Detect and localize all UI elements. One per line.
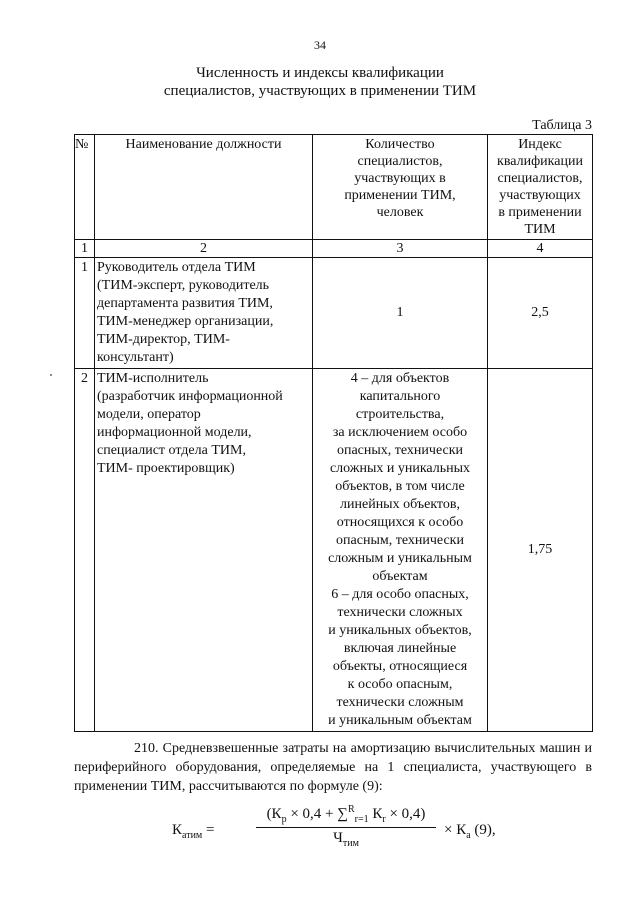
staff-table — [74, 134, 593, 732]
column-number: 3 — [313, 240, 488, 258]
formula-denominator: $Ч_{тим}$ — [333, 830, 359, 849]
header-index-line: специалистов, — [497, 171, 583, 186]
formula-lhs: $К_{атим}$ = — [172, 822, 215, 841]
formula-rhs: × $К_а$ (9), — [444, 822, 496, 841]
staff-count-line: относящихся к особо — [336, 515, 464, 530]
position-name — [95, 258, 313, 369]
position-name-line: ТИМ-исполнитель — [97, 371, 209, 386]
staff-count-line: и уникальных объектов, — [328, 623, 472, 638]
column-number: 1 — [75, 240, 95, 258]
table-header-row — [75, 135, 593, 240]
staff-count-line: к особо опасным, — [347, 677, 453, 692]
title-line-1: Численность и индексы квалификации — [196, 65, 444, 81]
staff-count-line: капитального — [359, 389, 441, 404]
table-label: Таблица 3 — [532, 118, 592, 133]
scan-speck — [50, 374, 52, 376]
staff-count-line: линейных объектов, — [340, 497, 460, 512]
position-name — [95, 369, 313, 732]
formula-fraction — [256, 804, 436, 849]
header-index-line: в применении — [498, 205, 582, 220]
header-name: Наименование должности — [95, 135, 313, 240]
table-row — [75, 258, 593, 369]
position-name-line: информационной модели, — [97, 425, 252, 440]
formula-9 — [172, 800, 532, 860]
row-number: 2 — [75, 369, 95, 732]
header-index-line: квалификации — [497, 154, 583, 169]
table-row — [75, 369, 593, 732]
staff-count-line: технически сложным — [336, 695, 464, 710]
staff-count-line: и уникальным объектам — [328, 713, 472, 728]
page-number: 34 — [314, 38, 326, 52]
title-line-2: специалистов, участвующих в применении ТИМ — [163, 83, 477, 99]
staff-count — [313, 369, 488, 732]
staff-count-line: сложных и уникальных — [329, 461, 471, 476]
position-name-line: ТИМ-менеджер организации, — [97, 314, 274, 329]
position-name-line: (разработчик информационной — [97, 389, 283, 404]
staff-count-line: опасных, технически — [336, 443, 464, 458]
staff-count-line: сложным и уникальным — [328, 551, 472, 566]
staff-count-line: 1 — [396, 305, 404, 320]
staff-count-line: объекты, относящиеся — [332, 659, 468, 674]
column-number-row — [75, 240, 593, 258]
header-no: № — [75, 135, 95, 240]
position-name-line: департамента развития ТИМ, — [97, 296, 273, 311]
staff-count-line: объектам — [372, 569, 428, 584]
staff-count-line: технически сложных — [337, 605, 463, 620]
position-name-line: (ТИМ-эксперт, руководитель — [97, 278, 270, 293]
qualification-index: 2,5 — [488, 258, 593, 369]
page-title — [0, 64, 640, 100]
staff-count-line: объектов, в том числе — [335, 479, 465, 494]
header-index-line: ТИМ — [524, 222, 556, 237]
header-index-line: участвующих — [499, 188, 581, 203]
position-name-line: Руководитель отдела ТИМ — [97, 260, 256, 275]
staff-count-line: 6 – для особо опасных, — [331, 587, 469, 602]
header-count-line: человек — [376, 205, 424, 220]
position-name-line: консультант) — [97, 350, 174, 365]
position-name-line: ТИМ-директор, ТИМ- — [97, 332, 230, 347]
staff-count-line: за исключением особо — [332, 425, 468, 440]
column-number: 2 — [95, 240, 313, 258]
staff-count-line: опасным, технически — [336, 533, 464, 548]
column-number: 4 — [488, 240, 593, 258]
header-count — [313, 135, 488, 240]
staff-count — [313, 258, 488, 369]
paragraph-210 — [74, 739, 592, 796]
position-name-line: ТИМ- проектировщик) — [97, 461, 235, 476]
header-count-line: Количество — [365, 137, 435, 152]
position-name-line: специалист отдела ТИМ, — [97, 443, 246, 458]
staff-count-line: 4 – для объектов — [350, 371, 450, 386]
formula-numerator: ($К_р \times 0,4 + \sum^R_{r=1}$ $К_r \times 0,4$) — [256, 804, 436, 828]
header-count-line: специалистов, — [357, 154, 443, 169]
staff-count-line: строительства, — [355, 407, 445, 422]
staff-count-line: включая линейные — [343, 641, 457, 656]
header-count-line: участвующих в — [354, 171, 446, 186]
position-name-line: модели, оператор — [97, 407, 201, 422]
header-index-line: Индекс — [518, 137, 562, 152]
row-number: 1 — [75, 258, 95, 369]
header-index — [488, 135, 593, 240]
header-count-line: применении ТИМ, — [344, 188, 456, 203]
paragraph-text: 210. Средневзвешенные затраты на амортизацию вычислительных машин и периферийного оборудования, определяемые на 1 специалиста, участвующего в применении ТИМ, рассчитываются по формуле (9): — [74, 741, 592, 794]
qualification-index: 1,75 — [488, 369, 593, 732]
